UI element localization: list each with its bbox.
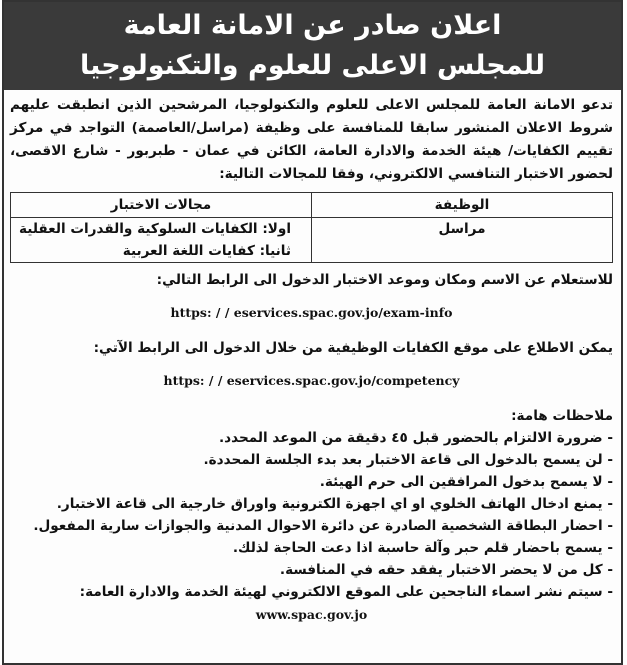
competency-text: يمكن الاطلاع على موقع الكفايات الوظيفية من خلال الدخول الى الرابط الآتي: xyxy=(93,340,613,356)
intro-paragraph: تدعو الامانة العامة للمجلس الاعلى للعلوم والتكنولوجيا، المرشحين الذين انطبقت عليهم شروط الاعلان المنشور سابقا للمنافسة على وظيفة (مراسل/العاصمة) التواجد في مركز تقييم الكفايات/ هيئة الخدمة والادارة العامة، الكائن في عمان - طبربور - شارع الاقصى، لحضور الاختبار التنافسي الالكتروني، وفقا للمجالات التالية: xyxy=(10,97,613,182)
note-item: - ضرورة الالتزام بالحضور قبل ٤٥ دقيقة من الموعد المحدد. xyxy=(218,430,613,446)
cell-job: مراسل xyxy=(312,218,613,263)
field-item: ثانيا: كفايات اللغة العربية xyxy=(122,243,291,259)
note-item: - سيتم نشر اسماء الناجحين على الموقع الالكتروني لهيئة الخدمة والادارة العامة: xyxy=(79,584,613,600)
field-item: اولا: الكفايات السلوكية والقدرات العقلية xyxy=(19,221,291,237)
table-header-row xyxy=(11,193,613,218)
header-subtitle: للمجلس الاعلى للعلوم والتكنولوجيا xyxy=(80,50,545,81)
note-item: - كل من لا يحضر الاختبار يفقد حقه في المنافسة. xyxy=(279,562,613,578)
header-title: اعلان صادر عن الامانة العامة xyxy=(123,10,502,41)
notes-title: ملاحظات هامة: xyxy=(511,408,613,424)
notes-section xyxy=(10,405,613,603)
cell-fields xyxy=(11,218,312,263)
table-row xyxy=(11,218,613,263)
note-item: - لا يسمح بدخول المرافقين الى حرم الهيئة. xyxy=(319,474,613,490)
header-fields: مجالات الاختبار xyxy=(11,193,312,218)
exam-info-link[interactable]: https: / / eservices.spac.gov.jo/exam-info xyxy=(170,305,453,320)
website-link[interactable]: www.spac.gov.jo xyxy=(255,607,368,622)
announcement xyxy=(2,0,623,665)
competency-link[interactable]: https: / / eservices.spac.gov.jo/competency xyxy=(163,373,460,388)
note-item: - لن يسمح بالدخول الى قاعة الاختبار بعد بدء الجلسة المحددة. xyxy=(203,452,613,468)
announcement-header xyxy=(4,2,621,90)
note-item: - احضار البطاقة الشخصية الصادرة عن دائرة الاحوال المدنية والجوازات سارية المفعول. xyxy=(33,518,613,534)
note-item: - يسمح باحضار قلم حبر وآلة حاسبة اذا دعت الحاجة لذلك. xyxy=(232,540,613,556)
note-item: - يمنع ادخال الهاتف الخلوي او اي اجهزة الكترونية واوراق خارجية الى قاعة الاختبار. xyxy=(56,496,613,512)
announcement-body xyxy=(4,90,621,631)
inquiry-text: للاستعلام عن الاسم ومكان وموعد الاختبار الدخول الى الرابط التالي: xyxy=(156,272,613,288)
exam-table xyxy=(10,192,613,263)
header-job: الوظيفة xyxy=(312,193,613,218)
